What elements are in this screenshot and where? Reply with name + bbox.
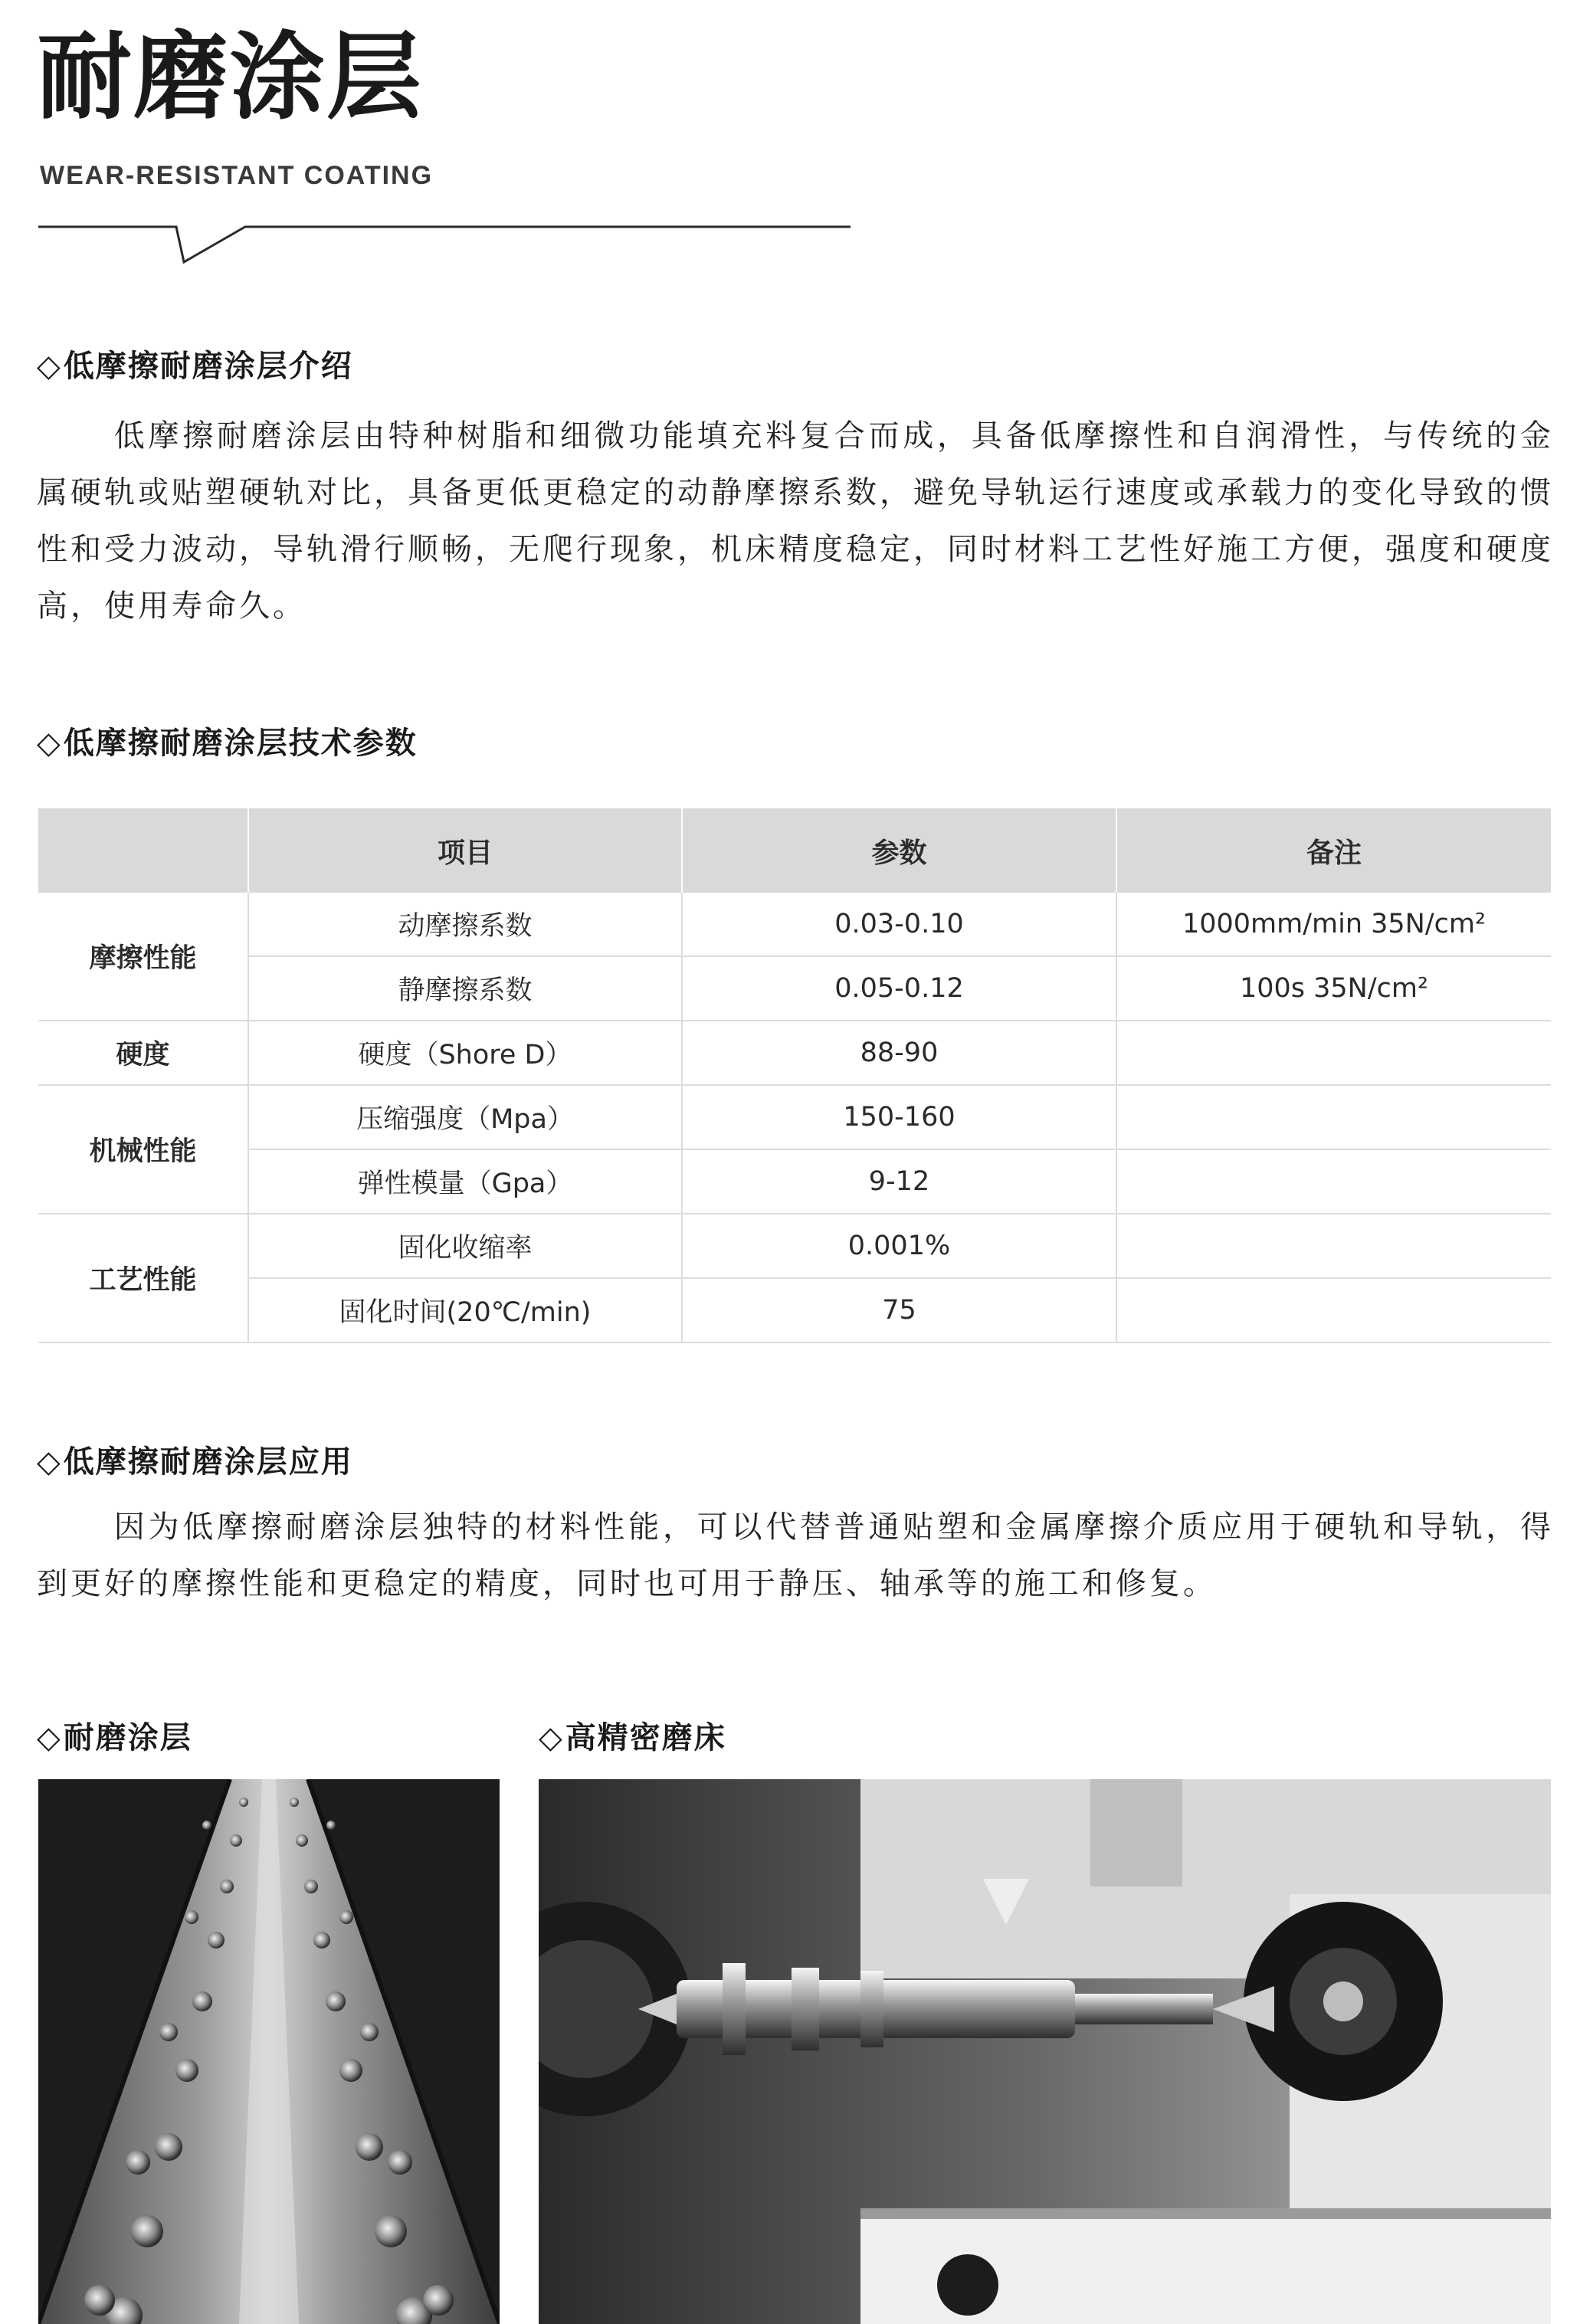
intro-paragraph-text: 低摩擦耐磨涂层由特种树脂和细微功能填充料复合而成，具备低摩擦性和自润滑性，与传统的金属硬轨或贴塑硬轨对比，具备更低更稳定的动静摩擦系数，避免导轨运行速度或承载力的变化导致的惯性和受力波动，导轨滑行顺畅，无爬行现象，机床精度稳定，同时材料工艺性好施工方便，强度和硬度高，使用寿命久。 xyxy=(37,418,1554,624)
note-cell xyxy=(1116,1085,1551,1149)
value-cell: 0.03-0.10 xyxy=(682,893,1116,956)
table-row xyxy=(38,1085,1551,1149)
gallery-left-caption-text: 耐磨涂层 xyxy=(63,1720,192,1755)
specs-heading xyxy=(37,722,418,765)
note-cell xyxy=(1116,1149,1551,1214)
diamond-outline-icon: ◇ xyxy=(37,349,62,384)
item-cell: 固化时间(20℃/min) xyxy=(248,1278,682,1342)
page-subtitle: WEAR-RESISTANT COATING xyxy=(40,161,434,190)
column-header: 参数 xyxy=(682,808,1116,893)
column-header: 备注 xyxy=(1116,808,1551,893)
diamond-outline-icon: ◇ xyxy=(37,1444,62,1480)
note-cell: 100s 35N/cm² xyxy=(1116,956,1551,1021)
application-heading-text: 低摩擦耐磨涂层应用 xyxy=(63,1444,353,1480)
column-header xyxy=(38,808,248,893)
diamond-outline-icon: ◇ xyxy=(37,726,62,761)
diamond-outline-icon: ◇ xyxy=(539,1720,564,1755)
application-paragraph-text: 因为低摩擦耐磨涂层独特的材料性能，可以代替普通贴塑和金属摩擦介质应用于硬轨和导轨，得到更好的摩擦性能和更稳定的精度，同时也可用于静压、轴承等的施工和修复。 xyxy=(37,1509,1554,1601)
note-cell xyxy=(1116,1278,1551,1342)
grinder-photo xyxy=(539,1779,1551,2324)
group-label: 硬度 xyxy=(38,1021,248,1085)
value-cell: 75 xyxy=(682,1278,1116,1342)
column-header: 项目 xyxy=(248,808,682,893)
intro-heading xyxy=(37,345,353,388)
application-heading xyxy=(37,1441,353,1483)
item-cell: 动摩擦系数 xyxy=(248,893,682,956)
diamond-outline-icon: ◇ xyxy=(37,1720,62,1755)
item-cell: 硬度（Shore D） xyxy=(248,1021,682,1085)
item-cell: 弹性模量（Gpa） xyxy=(248,1149,682,1214)
group-label: 工艺性能 xyxy=(38,1214,248,1342)
value-cell: 88-90 xyxy=(682,1021,1116,1085)
item-cell: 压缩强度（Mpa） xyxy=(248,1085,682,1149)
value-cell: 0.05-0.12 xyxy=(682,956,1116,1021)
page-title: 耐磨涂层 xyxy=(37,21,424,133)
intro-heading-text: 低摩擦耐磨涂层介绍 xyxy=(63,349,353,384)
item-cell: 静摩擦系数 xyxy=(248,956,682,1021)
table-header-row xyxy=(38,808,1551,893)
note-cell xyxy=(1116,1214,1551,1278)
group-label: 摩擦性能 xyxy=(38,893,248,1021)
value-cell: 150-160 xyxy=(682,1085,1116,1149)
table-row xyxy=(38,1278,1551,1342)
title-underline-icon xyxy=(38,216,851,270)
intro-paragraph xyxy=(37,408,1554,634)
coating-rail-photo xyxy=(38,1779,500,2324)
group-label: 机械性能 xyxy=(38,1085,248,1214)
table-row xyxy=(38,1021,1551,1085)
spec-table xyxy=(38,808,1551,1343)
value-cell: 0.001% xyxy=(682,1214,1116,1278)
table-row xyxy=(38,1214,1551,1278)
gallery-right-caption-text: 高精密磨床 xyxy=(565,1720,726,1755)
table-row xyxy=(38,956,1551,1021)
gallery-left-caption xyxy=(37,1716,192,1759)
specs-heading-text: 低摩擦耐磨涂层技术参数 xyxy=(63,726,418,761)
value-cell: 9-12 xyxy=(682,1149,1116,1214)
table-row xyxy=(38,893,1551,956)
note-cell: 1000mm/min 35N/cm² xyxy=(1116,893,1551,956)
application-paragraph xyxy=(37,1499,1554,1612)
item-cell: 固化收缩率 xyxy=(248,1214,682,1278)
gallery-right-caption xyxy=(539,1716,726,1759)
note-cell xyxy=(1116,1021,1551,1085)
table-row xyxy=(38,1149,1551,1214)
